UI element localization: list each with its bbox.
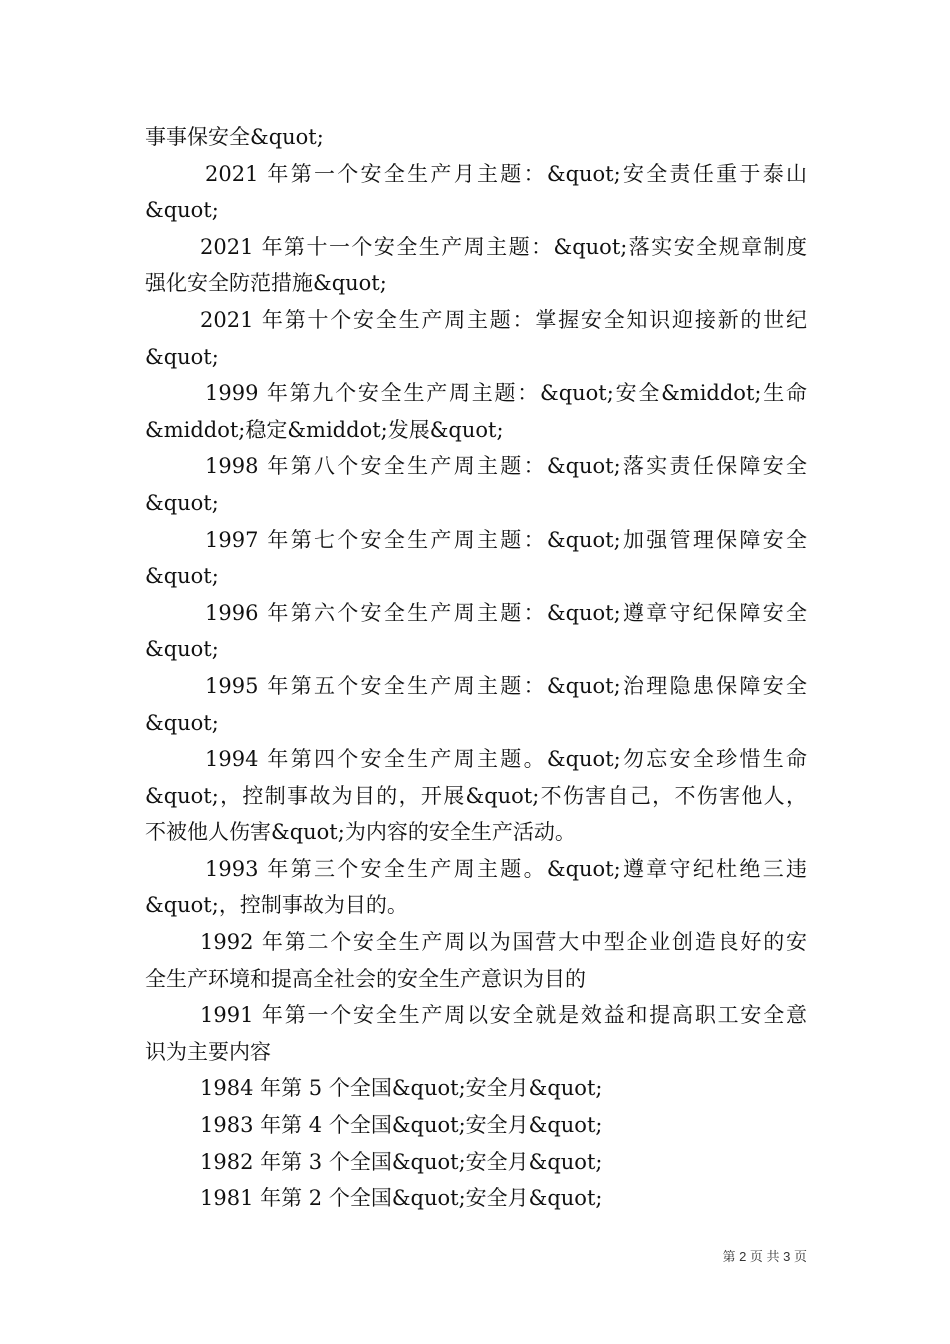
text-line: 1984 年第 5 个全国&quot;安全月&quot;: [200, 1076, 603, 1101]
text-line: &quot;: [145, 564, 219, 589]
text-line: 1998 年第八个安全生产周主题：&quot;落实责任保障安全: [205, 454, 807, 479]
text-line: 1983 年第 4 个全国&quot;安全月&quot;: [200, 1113, 603, 1138]
text-line: 1997 年第七个安全生产周主题：&quot;加强管理保障安全: [205, 527, 807, 552]
text-line: 1991 年第一个安全生产周以安全就是效益和提高职工安全意: [200, 1003, 807, 1028]
text-line: 1993 年第三个安全生产周主题。&quot;遵章守纪杜绝三违: [205, 856, 807, 881]
text-line: 2021 年第十个安全生产周主题：掌握安全知识迎接新的世纪: [200, 307, 807, 332]
text-line: 全生产环境和提高全社会的安全生产意识为目的: [145, 966, 586, 991]
text-line: 1981 年第 2 个全国&quot;安全月&quot;: [200, 1186, 603, 1211]
text-line: &quot;: [145, 198, 219, 223]
text-line: &middot;稳定&middot;发展&quot;: [145, 417, 504, 442]
text-line: 不被他人伤害&quot;为内容的安全生产活动。: [145, 820, 576, 845]
text-line: 2021 年第十一个安全生产周主题：&quot;落实安全规章制度: [200, 234, 807, 259]
text-line: 1995 年第五个安全生产周主题：&quot;治理隐患保障安全: [205, 673, 807, 698]
text-line: &quot;: [145, 637, 219, 662]
text-line: 1992 年第二个安全生产周以为国营大中型企业创造良好的安: [200, 930, 807, 955]
text-line: 1994 年第四个安全生产周主题。&quot;勿忘安全珍惜生命: [205, 747, 807, 772]
text-line: &quot;: [145, 490, 219, 515]
page-number-footer: 第 2 页 共 3 页: [722, 1249, 807, 1264]
text-line: &quot;，控制事故为目的。: [145, 893, 408, 918]
text-line: &quot;: [145, 344, 219, 369]
document-body: [145, 119, 807, 1217]
text-line: 事事保安全&quot;: [145, 125, 324, 149]
text-line: &quot;: [145, 710, 219, 735]
text-line: 2021 年第一个安全生产月主题：&quot;安全责任重于泰山: [205, 161, 807, 186]
text-line: 1999 年第九个安全生产周主题：&quot;安全&middot;生命: [205, 381, 807, 406]
text-line: &quot;，控制事故为目的，开展&quot;不伤害自己，不伤害他人，: [145, 783, 807, 808]
text-line: 识为主要内容: [145, 1039, 271, 1064]
text-line: 强化安全防范措施&quot;: [145, 271, 387, 296]
text-line: 1996 年第六个安全生产周主题：&quot;遵章守纪保障安全: [205, 600, 807, 625]
text-line: 1982 年第 3 个全国&quot;安全月&quot;: [200, 1149, 603, 1174]
